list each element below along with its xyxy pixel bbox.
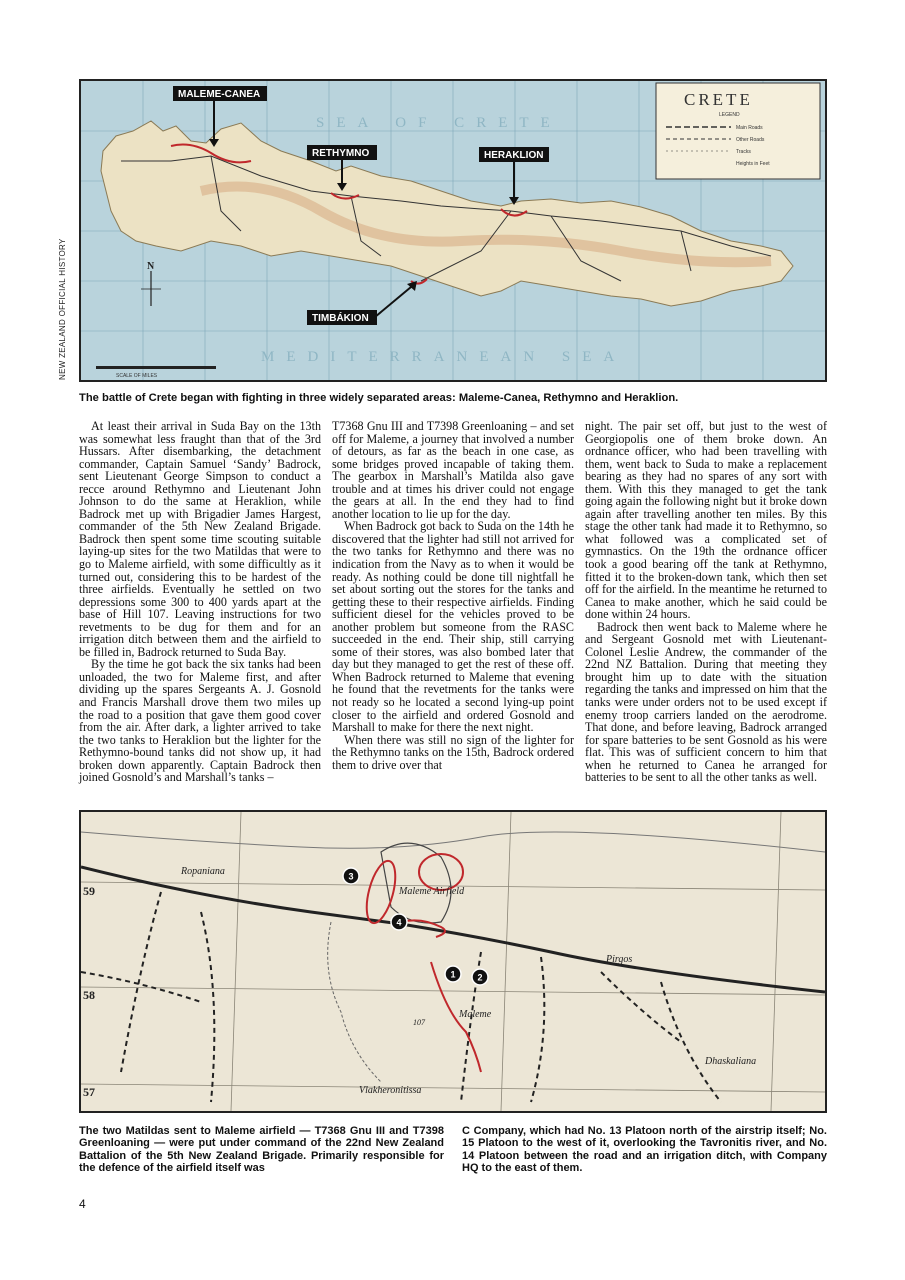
marker-4	[391, 914, 407, 930]
place-pirgos: Pirgos	[606, 954, 633, 965]
sea-of-crete-label: SEA OF CRETE	[316, 115, 562, 131]
photo-credit: NEW ZEALAND OFFICIAL HISTORY	[58, 238, 67, 380]
legend-title: CRETE	[684, 90, 753, 109]
grid-57: 57	[83, 1085, 95, 1099]
legend-main-roads: Main Roads	[736, 125, 763, 131]
paragraph: T7368 Gnu III and T7398 Greenloaning – and set off for Maleme, a journey that involved a number of detours, as far as the beach in one case, as some bridges proved incapable of taking them. The gearbox in Marshall’s Matilda also gave trouble and at times his driver could not engage the gears at all. In the end they had to find another location to lie up for the day.	[332, 419, 574, 521]
svg-text:4: 4	[396, 917, 402, 928]
paragraph: At least their arrival in Suda Bay on the 13th was somewhat less fraught than that of the 3rd Hussars. After disembarking, the detachment commander, Captain Samuel ‘Sandy’ Badrock, sent Lieutenant George Simpson to conduct a recce around Rethymno and Lieutenant John Johnson to do the same at Heraklion, while Badrock met up with Brigadier James Hargest, commander of the 5th New Zealand Brigade. Badrock then spent some time scouting suitable laying-up sites for the two Matildas that were to go to Maleme airfield, with some difficultly as it turned out, considering this to be hardest of the three airfields. Eventually he settled on two depressions some 300 to 400 yards apart at the base of Hill 107. Leaving instructions for two revetments to be dug for them and for an irrigation ditch between them and the airfield to be filled in, Badrock returned to Suda Bay.	[79, 419, 321, 659]
map2-caption-right: C Company, which had No. 13 Platoon north of the airstrip itself; No. 15 Platoon to the west of it, overlooking the Tavronitis river, and No. 14 Platoon between the road and an irrigation ditch, with Company HQ to the east of them.	[462, 1125, 827, 1175]
legend-other-roads: Other Roads	[736, 137, 765, 143]
svg-text:1: 1	[450, 969, 456, 980]
grid-58: 58	[83, 988, 95, 1002]
place-maleme: Maleme	[459, 1009, 492, 1020]
legend-tracks: Tracks	[736, 149, 751, 155]
crete-map	[79, 79, 827, 382]
paragraph: By the time he got back the six tanks had been unloaded, the two for Maleme first, and after dividing up the spares Sergeants A. J. Gosnold and Francis Marshall drove them two miles up the road to a position that gave them good cover from the air. After dark, a lighter arrived to take the two tanks to Heraklion but the lighter for the Rethymno-bound tanks did not show up, it had broken down apparently. Captain Badrock then joined Gosnold’s and Marshall’s tanks –	[79, 657, 321, 785]
place-dhaskaliana: Dhaskaliana	[705, 1056, 757, 1067]
paragraph: night. The pair set off, but just to the west of Georgiopolis one of them broke down. An ordnance officer, who had been travelling with them, went back to Suda to make a replacement bearing as they had no spares of any sort with them. With this they managed to get the tank going again the following night but it broke down again after travelling another ten miles. By this stage the other tank had made it to Rethymno, so what followed was a complicated set of gymnastics. On the 19th the ordnance officer took a good bearing off the tank at Rethymno, fitted it to the broken-down tank, which then set off for the airfield. In the meantime he returned to Canea to make another, which he said could be done within 24 hours.	[585, 419, 827, 622]
text-column-1	[79, 420, 321, 784]
maleme-map-svg	[81, 812, 825, 1111]
paragraph: When Badrock got back to Suda on the 14th he discovered that the lighter had still not arrived for the two tanks for Rethymno and there was no indication from the Navy as to when it would be ready. As nothing could be done till nightfall he set about sorting out the stores for the tanks and getting these to their respective airfields. Finding sufficient diesel for the vehicles proved to be another problem but someone from the RASC succeeded in the end. Their ship, still carrying some of their stores, was also bombed later that day but they managed to get the rest of these off. When Badrock returned to Maleme that evening he found that the revetments for the tanks were not ready so he located a second lying-up point closer to the airfield and ordered Gosnold and Marshall to make for there the next night.	[332, 519, 574, 735]
marker-1	[445, 966, 461, 982]
text-column-2	[332, 420, 574, 771]
legend-subtitle: LEGEND	[719, 112, 740, 118]
legend-heights: Heights in Feet	[736, 161, 770, 167]
place-maleme-airfield: Maleme Airfield	[399, 886, 465, 897]
svg-text:RETHYMNO: RETHYMNO	[312, 148, 370, 159]
paragraph: Badrock then went back to Maleme where he and Sergeant Gosnold met with Lieutenant-Colonel Leslie Andrew, the commander of the 22nd NZ Battalion. During that meeting they brought him up to date with the situation regarding the tanks and impressed on him that the tanks were under orders not to be used except if enemy troop carriers landed on the aerodrome. That done, and before leaving, Badrock arranged for spare batteries to be sent Gosnold as his were flat. This was of sufficient concern to him that when he returned to Canea he arranged for batteries to be sent to all the other tanks as well.	[585, 619, 827, 785]
marker-2	[472, 969, 488, 985]
svg-text:3: 3	[348, 871, 354, 882]
mediterranean-label: MEDITERRANEAN SEA	[261, 349, 627, 365]
north-label: N	[147, 261, 155, 272]
grid-59: 59	[83, 884, 95, 898]
svg-text:HERAKLION: HERAKLION	[484, 150, 544, 161]
text-column-3	[585, 420, 827, 784]
paragraph: When there was still no sign of the lighter for the Rethymno tanks on the 15th, Badrock ordered them to drive over that	[332, 732, 574, 772]
place-ropaniana: Ropaniana	[181, 866, 225, 877]
svg-text:MALEME-CANEA: MALEME-CANEA	[178, 89, 261, 100]
crete-map-svg	[81, 81, 825, 380]
map-caption: The battle of Crete began with fighting in three widely separated areas: Maleme-Canea, Rethymno and Heraklion.	[79, 392, 679, 404]
map-legend	[656, 83, 820, 179]
map2-caption-left: The two Matildas sent to Maleme airfield — T7368 Gnu III and T7398 Greenloaning — were put under command of the 22nd New Zealand Battalion of the 5th New Zealand Brigade. Primarily responsible for the defence of the airfield itself was	[79, 1125, 444, 1175]
place-vlakheronitissa: Vlakheronitissa	[359, 1085, 422, 1096]
marker-3	[343, 868, 359, 884]
page-number: 4	[79, 1197, 86, 1211]
svg-text:TIMBÁKION: TIMBÁKION	[312, 313, 369, 324]
maleme-airfield-map	[79, 810, 827, 1113]
scale-label: SCALE OF MILES	[116, 373, 158, 379]
svg-text:2: 2	[477, 972, 483, 983]
hill-107: 107	[413, 1018, 425, 1027]
